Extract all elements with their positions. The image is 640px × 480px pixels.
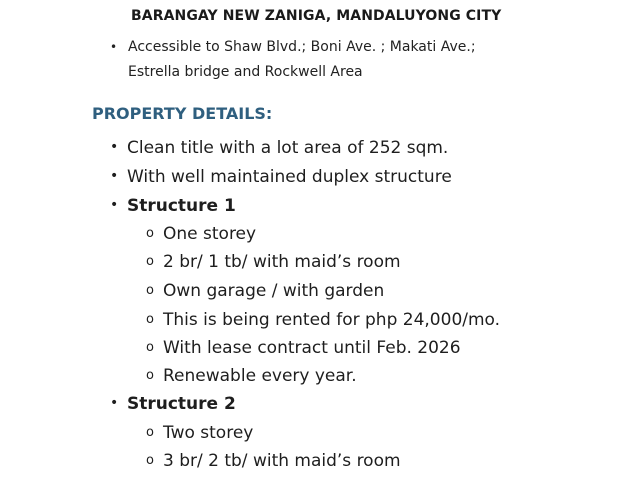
circle-bullet-icon: o — [146, 254, 154, 269]
bullet-icon: • — [110, 40, 118, 54]
structure-2-heading — [110, 394, 236, 414]
bullet-icon: • — [110, 168, 119, 184]
sub-list-item — [146, 281, 384, 301]
sub-list-item-text: Two storey — [163, 423, 254, 443]
list-item-text: Clean title with a lot area of 252 sqm. — [127, 138, 449, 158]
bullet-icon: • — [110, 395, 119, 411]
location-bullet-item — [110, 35, 538, 85]
circle-bullet-icon: o — [146, 453, 154, 468]
list-item — [110, 138, 448, 158]
circle-bullet-icon: o — [146, 425, 154, 440]
sub-list-item — [146, 310, 500, 330]
sub-list-item — [146, 423, 253, 443]
sub-list-item-text: 2 br/ 1 tb/ with maid’s room — [163, 252, 401, 272]
sub-list-item-text: This is being rented for php 24,000/mo. — [163, 310, 501, 330]
sub-list-item — [146, 224, 256, 244]
listing-title: BARANGAY NEW ZANIGA, MANDALUYONG CITY — [131, 8, 502, 24]
structure-label: Structure 1 — [127, 196, 236, 216]
sub-list-item-text: Own garage / with garden — [163, 281, 385, 301]
sub-list-item — [146, 252, 401, 272]
sub-list-item-text: One storey — [163, 224, 257, 244]
circle-bullet-icon: o — [146, 340, 154, 355]
circle-bullet-icon: o — [146, 283, 154, 298]
location-line: Accessible to Shaw Blvd.; Boni Ave. ; Makati Ave.; — [128, 39, 476, 55]
circle-bullet-icon: o — [146, 226, 154, 241]
location-line: Estrella bridge and Rockwell Area — [128, 64, 363, 80]
property-details-heading: PROPERTY DETAILS: — [92, 104, 273, 123]
location-description — [128, 35, 538, 85]
sub-list-item-text: 3 br/ 2 tb/ with maid’s room — [163, 451, 401, 471]
bullet-icon: • — [110, 139, 119, 155]
bullet-icon: • — [110, 197, 119, 213]
structure-1-heading — [110, 196, 236, 216]
sub-list-item — [146, 366, 357, 386]
sub-list-item-text: With lease contract until Feb. 2026 — [163, 338, 461, 358]
circle-bullet-icon: o — [146, 312, 154, 327]
sub-list-item-text: Renewable every year. — [163, 366, 357, 386]
list-item — [110, 167, 452, 187]
circle-bullet-icon: o — [146, 368, 154, 383]
structure-label: Structure 2 — [127, 394, 236, 414]
list-item-text: With well maintained duplex structure — [127, 167, 452, 187]
sub-list-item — [146, 338, 461, 358]
sub-list-item — [146, 451, 401, 471]
